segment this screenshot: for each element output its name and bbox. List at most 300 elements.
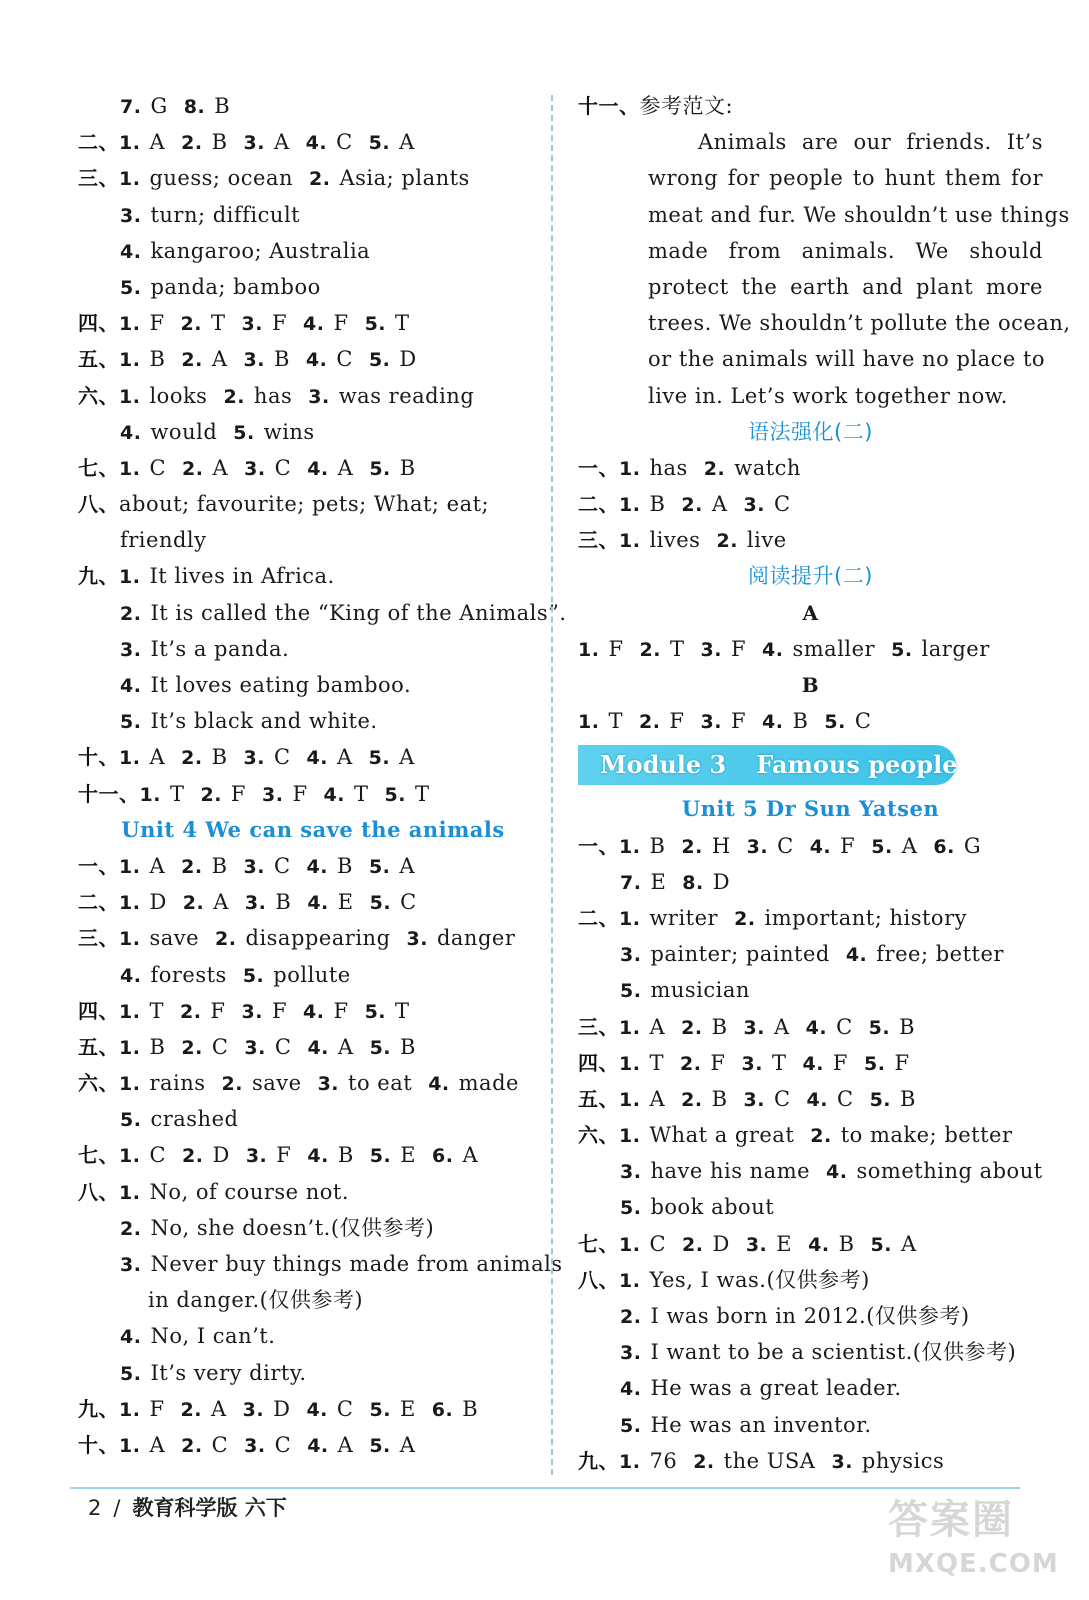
answer-item <box>119 1035 165 1059</box>
answer-item <box>619 1232 666 1256</box>
section-number: 二、 <box>578 492 619 517</box>
question-number: 6. <box>432 1145 454 1168</box>
answer-item <box>181 311 226 335</box>
answer-item <box>681 834 730 858</box>
answer-text: A <box>337 455 354 480</box>
answer-text: to make; better <box>840 1123 1013 1148</box>
essay-line <box>578 160 1043 196</box>
question-number: 4. <box>306 747 328 770</box>
answer-text: A <box>213 890 229 915</box>
question-number: 6. <box>431 1398 454 1421</box>
answer-item <box>119 890 167 914</box>
question-number: 2. <box>681 1016 703 1039</box>
answer-item <box>746 1232 792 1256</box>
answer-text: C <box>273 853 291 878</box>
answer-line <box>78 1065 548 1101</box>
answer-text: B <box>149 1034 166 1059</box>
question-number: 4. <box>806 1088 828 1111</box>
answer-text: A <box>337 1432 354 1457</box>
answer-item <box>744 492 791 516</box>
answer-line <box>78 776 548 812</box>
question-number: 5. <box>868 1016 891 1039</box>
question-number: 3. <box>245 1145 268 1168</box>
question-number: 1. <box>119 855 141 878</box>
answer-line <box>78 1174 548 1210</box>
answer-line <box>78 197 548 233</box>
right-column <box>578 88 1071 1479</box>
answer-text: F <box>271 311 288 336</box>
answer-text: C <box>211 1034 229 1059</box>
question-number: 3. <box>262 783 284 806</box>
question-number: 5. <box>120 276 142 299</box>
answer-item <box>181 854 227 878</box>
answer-text: C <box>773 492 791 517</box>
section-number: 五、 <box>78 1034 119 1059</box>
answer-item <box>181 1397 227 1421</box>
answer-line <box>578 1045 1043 1081</box>
answer-item <box>681 492 727 516</box>
question-number: 3. <box>317 1073 340 1096</box>
answer-item <box>307 1035 353 1059</box>
answer-text: to eat <box>348 1071 413 1096</box>
question-number: 4. <box>307 457 329 480</box>
answer-item <box>369 745 415 769</box>
question-number: 4. <box>845 944 868 967</box>
answer-line <box>78 1029 548 1065</box>
question-number: 1. <box>119 1000 141 1023</box>
question-number: 2. <box>679 1052 702 1075</box>
answer-text: A <box>149 853 166 878</box>
answer-text: F <box>710 1050 726 1075</box>
question-number: 4. <box>307 892 329 915</box>
answer-item <box>871 834 917 858</box>
answer-item <box>747 834 794 858</box>
question-number: 2. <box>181 1036 203 1059</box>
answer-item <box>701 637 747 661</box>
answer-text: T <box>608 709 623 734</box>
essay-text: protect the earth and plant more <box>648 274 1043 299</box>
answer-line <box>78 631 548 667</box>
answer-text: save <box>251 1071 302 1096</box>
answer-line <box>78 1101 548 1137</box>
answer-text: A <box>149 130 166 155</box>
answer-item <box>640 637 685 661</box>
answer-text: something about <box>856 1159 1043 1184</box>
answer-item <box>620 870 666 894</box>
answer-item <box>303 999 349 1023</box>
answer-text: danger <box>436 926 516 951</box>
section-number: 四、 <box>578 1050 619 1075</box>
question-number: 6. <box>933 835 955 858</box>
question-number: 1. <box>619 1125 641 1148</box>
answer-line <box>78 848 548 884</box>
answer-line <box>78 305 548 341</box>
answer-item <box>824 709 871 733</box>
answer-text: A <box>149 745 166 770</box>
answer-text: friendly <box>120 528 207 553</box>
question-number: 1. <box>619 530 641 553</box>
answer-text: C <box>777 833 794 858</box>
question-number: 5. <box>384 783 406 806</box>
part-label: A <box>802 600 819 625</box>
answer-text: D <box>212 1143 230 1168</box>
question-number: 2. <box>180 313 202 336</box>
answer-item <box>693 1449 815 1473</box>
answer-line <box>578 828 1043 864</box>
answer-item <box>306 347 353 371</box>
answer-text: F <box>149 1396 165 1421</box>
answer-text: guess; ocean <box>149 166 294 191</box>
section-number: 十一、 <box>578 94 640 118</box>
answer-text: painter; painted <box>650 942 830 967</box>
answer-line <box>78 667 548 703</box>
answer-text: has <box>253 383 293 408</box>
answer-text: It loves eating bamboo. <box>150 673 412 697</box>
answer-item <box>308 384 474 408</box>
question-number: 1. <box>119 132 141 155</box>
answer-line <box>78 1282 548 1318</box>
question-number: 1. <box>119 385 141 408</box>
question-number: 2. <box>810 1125 832 1148</box>
answer-line <box>78 1246 563 1282</box>
answer-item <box>120 203 300 227</box>
answer-item <box>620 1195 774 1219</box>
essay-line <box>578 197 1070 233</box>
answer-text: A <box>399 745 415 770</box>
answer-item <box>432 1397 478 1421</box>
answer-item <box>181 130 227 154</box>
answer-item <box>808 1232 854 1256</box>
answer-text: B <box>211 853 228 878</box>
question-number: 3. <box>745 1233 768 1256</box>
answer-line <box>578 1009 1043 1045</box>
question-number: 1. <box>119 1145 141 1168</box>
question-number: 4. <box>120 1326 142 1349</box>
section-number: 五、 <box>578 1086 619 1111</box>
answer-line <box>578 631 1043 667</box>
watermark-bottom: MXQE.COM <box>888 1549 1059 1579</box>
section-number: 六、 <box>578 1123 619 1148</box>
answer-item <box>578 637 624 661</box>
answer-item <box>120 1361 307 1385</box>
answer-item <box>119 999 164 1023</box>
answer-item <box>120 94 168 118</box>
question-number: 3. <box>241 313 263 336</box>
answer-text: B <box>792 709 809 734</box>
question-number: 7. <box>120 96 142 118</box>
question-number: 1. <box>619 1016 641 1039</box>
section-number: 三、 <box>578 528 619 553</box>
answer-item <box>369 347 417 371</box>
answer-text: C <box>400 890 417 915</box>
answer-line <box>578 486 1043 522</box>
question-number: 5. <box>620 1197 642 1220</box>
answer-item <box>871 1232 917 1256</box>
answer-item <box>639 709 685 733</box>
answer-text: C <box>274 1034 292 1059</box>
question-number: 5. <box>369 457 391 480</box>
answer-text: T <box>353 781 369 806</box>
question-number: 1. <box>119 1181 141 1204</box>
answer-item <box>428 1071 519 1095</box>
answer-text: What a great <box>649 1123 795 1148</box>
answer-text: No, she doesn’t.(仅供参考) <box>150 1215 435 1240</box>
answer-line <box>78 88 548 124</box>
answer-text: in danger.(仅供参考) <box>148 1288 364 1313</box>
question-number: 2. <box>682 1233 704 1256</box>
answer-item <box>681 1087 727 1111</box>
question-number: 5. <box>368 747 391 770</box>
question-number: 3. <box>620 944 642 967</box>
section-number: 一、 <box>578 833 619 858</box>
question-number: 4. <box>762 711 784 734</box>
answer-item <box>826 1159 1043 1183</box>
question-number: 2. <box>182 457 204 480</box>
answer-text: F <box>271 998 288 1023</box>
question-number: 3. <box>743 1016 765 1039</box>
question-number: 2. <box>181 747 203 770</box>
answer-line <box>78 1391 548 1427</box>
answer-item <box>619 1051 664 1075</box>
answer-item <box>806 1015 853 1039</box>
section-number: 三、 <box>78 926 119 951</box>
answer-item <box>222 1071 302 1095</box>
answer-text: the USA <box>723 1448 816 1473</box>
answer-text: F <box>840 833 856 858</box>
section-number: 十一、 <box>78 781 140 806</box>
question-number: 5. <box>871 835 893 858</box>
question-number: 4. <box>808 1233 830 1256</box>
question-number: 5. <box>120 711 142 734</box>
section-number: 三、 <box>578 1014 619 1039</box>
answer-item <box>223 384 292 408</box>
section-number: 二、 <box>578 905 619 930</box>
module-banner <box>578 745 956 785</box>
answer-item <box>864 1051 910 1075</box>
answer-line <box>78 233 548 269</box>
answer-item <box>369 1397 415 1421</box>
section-title: 语法强化(二) <box>748 419 873 444</box>
answer-item <box>307 890 353 914</box>
answer-line <box>578 1262 1043 1298</box>
answer-text: A <box>711 492 728 517</box>
question-number: 3. <box>743 494 765 517</box>
answer-item <box>369 130 415 154</box>
answer-line <box>78 450 548 486</box>
answer-line <box>578 1153 1043 1189</box>
answer-item <box>620 1413 872 1437</box>
answer-text: B <box>149 347 166 372</box>
answer-text: T <box>669 636 685 661</box>
answer-text: F <box>730 709 747 734</box>
answer-item <box>734 906 967 930</box>
answer-line <box>578 1226 1043 1262</box>
question-number: 4. <box>306 855 328 878</box>
question-number: 1. <box>119 1398 141 1421</box>
unit-title: Unit 4 We can save the animals <box>121 816 505 842</box>
question-number: 3. <box>743 1088 765 1111</box>
question-number: 2. <box>182 892 205 915</box>
answer-text: T <box>649 1050 664 1075</box>
answer-item <box>619 906 718 930</box>
question-number: 2. <box>638 711 661 734</box>
answer-text: turn; difficult <box>150 202 301 227</box>
question-number: 4. <box>307 1145 329 1168</box>
question-number: 1. <box>619 1088 641 1111</box>
question-number: 5. <box>864 1052 886 1075</box>
answer-text: B <box>838 1231 855 1256</box>
answer-item <box>369 854 415 878</box>
question-number: 4. <box>805 1016 828 1039</box>
answer-text: F <box>730 636 747 661</box>
answer-item <box>120 601 567 625</box>
page-footer <box>88 1492 287 1522</box>
answer-item <box>181 1433 228 1457</box>
essay-line <box>578 305 1071 341</box>
question-number: 5. <box>870 1233 892 1256</box>
answer-item <box>242 311 288 335</box>
essay-text: or the animals will have no place to <box>648 347 1046 372</box>
answer-text: T <box>414 781 430 806</box>
question-number: 1. <box>619 1233 641 1256</box>
question-number: 1. <box>619 1052 641 1075</box>
answer-text: B <box>711 1014 728 1039</box>
essay-text: made from animals. We should <box>648 238 1043 263</box>
answer-item <box>365 311 410 335</box>
answer-line <box>578 522 1043 558</box>
answer-text: larger <box>921 636 990 661</box>
answer-text: 参考范文: <box>639 94 734 118</box>
section-number: 八、 <box>78 1179 119 1204</box>
answer-item <box>619 834 665 858</box>
question-number: 5. <box>369 1434 391 1457</box>
answer-item <box>119 854 165 878</box>
answer-item <box>704 456 801 480</box>
answer-item <box>307 1433 353 1457</box>
answer-item <box>620 1159 810 1183</box>
answer-item <box>119 1180 349 1204</box>
answer-text: C <box>773 1086 791 1111</box>
answer-text: F <box>276 1143 292 1168</box>
answer-text: musician <box>650 978 750 1003</box>
answer-line <box>578 1334 1043 1370</box>
question-number: 2. <box>681 494 703 517</box>
answer-line <box>578 864 1043 900</box>
answer-item <box>682 870 730 894</box>
answer-text: pollute <box>273 962 351 987</box>
question-number: 5. <box>369 892 392 915</box>
answer-line <box>78 522 548 558</box>
question-number: 5. <box>368 855 391 878</box>
answer-text: No, I can’t. <box>150 1324 276 1349</box>
answer-item <box>120 1324 275 1348</box>
answer-text: disappearing <box>245 926 391 951</box>
question-number: 3. <box>243 855 265 878</box>
answer-item <box>119 130 165 154</box>
essay-text: meat and fur. We shouldn’t use things <box>648 202 1070 227</box>
question-number: 5. <box>869 1088 892 1111</box>
section-number: 六、 <box>78 383 119 408</box>
question-number: 2. <box>179 1000 202 1023</box>
answer-item <box>620 1376 902 1400</box>
answer-text: has <box>649 455 688 480</box>
essay-line <box>578 378 1043 414</box>
answer-item <box>120 1216 434 1240</box>
question-number: 2. <box>181 349 203 372</box>
answer-text: A <box>149 1432 166 1457</box>
answer-text: have his name <box>650 1159 811 1184</box>
question-number: 3. <box>243 132 265 155</box>
answer-text: B <box>900 1086 916 1111</box>
question-number: 2. <box>703 457 726 480</box>
question-number: 1. <box>578 638 600 661</box>
question-number: 3. <box>831 1450 853 1473</box>
question-number: 3. <box>620 1161 642 1184</box>
section-number: 十、 <box>78 1432 119 1457</box>
answer-item <box>120 275 321 299</box>
answer-text: A <box>773 1014 790 1039</box>
question-number: 4. <box>305 132 328 155</box>
answer-item <box>831 1449 944 1473</box>
question-number: 1. <box>139 783 161 806</box>
answer-text: F <box>149 311 165 336</box>
answer-text: A <box>649 1086 666 1111</box>
answer-text: T <box>169 781 185 806</box>
question-number: 2. <box>734 907 756 930</box>
question-number: 1. <box>619 494 641 517</box>
section-title: 阅读提升(二) <box>748 564 873 589</box>
answer-text: A <box>210 1396 227 1421</box>
question-number: 4. <box>620 1378 642 1401</box>
answer-text: It’s very dirty. <box>150 1360 307 1385</box>
answer-item <box>120 637 289 661</box>
answer-text: Never buy things made from animals <box>150 1252 563 1276</box>
answer-text: important; history <box>764 905 967 930</box>
section-number: 二、 <box>78 130 119 155</box>
unit-title: Unit 5 Dr Sun Yatsen <box>681 796 940 822</box>
question-number: 4. <box>323 783 345 806</box>
question-number: 3. <box>308 385 330 408</box>
answer-item <box>120 963 227 987</box>
question-number: 1. <box>619 1450 641 1473</box>
question-number: 1. <box>119 168 141 191</box>
answer-text: A <box>901 833 918 858</box>
section-number: 八、 <box>578 1267 619 1292</box>
answer-text: A <box>399 1432 416 1457</box>
answer-item <box>246 1143 292 1167</box>
answer-item <box>407 926 516 950</box>
answer-text: G <box>963 833 982 858</box>
question-number: 1. <box>619 1269 641 1292</box>
answer-text: C <box>837 1086 854 1111</box>
answer-text: C <box>149 1143 167 1168</box>
answer-item <box>119 347 165 371</box>
question-number: 5. <box>368 349 391 372</box>
question-number: 3. <box>243 747 265 770</box>
answer-item <box>120 239 370 263</box>
answer-text: Asia; plants <box>339 166 470 191</box>
answer-text: C <box>649 1231 667 1256</box>
answer-text: E <box>776 1231 793 1256</box>
question-number: 4. <box>303 1000 325 1023</box>
question-number: 2. <box>681 1088 703 1111</box>
question-number: 2. <box>681 835 703 858</box>
answer-line <box>578 1189 1043 1225</box>
answer-item <box>365 999 410 1023</box>
answer-text: forests <box>150 962 227 987</box>
answer-item <box>318 1071 413 1095</box>
answer-line <box>578 1298 1043 1334</box>
